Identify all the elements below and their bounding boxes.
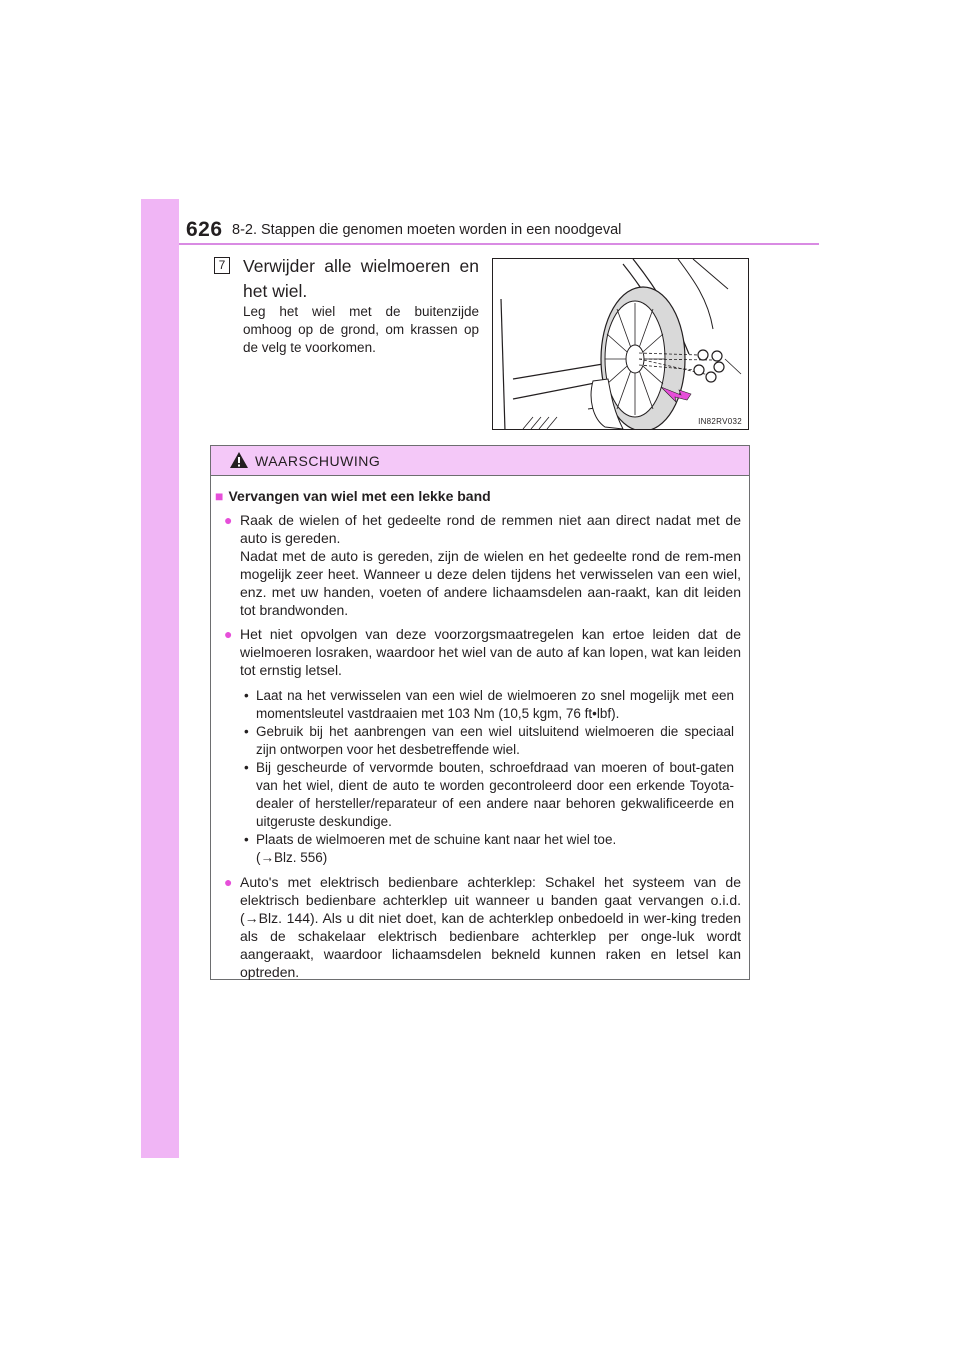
sub-item (240, 759, 741, 831)
warning-content (211, 476, 749, 981)
page-reference: (→Blz. 556) (256, 850, 328, 865)
bullet-text: Auto's met elektrisch bedienbare achterklep: Schakel het systeem van de elektrisch bedienbare achterklep uit wanneer u banden gaat vervangen o.i.d. (→Blz. 144). Als u dit niet doet, kan de achterklep onbedoeld in wer-king treden als de schakelaar elektrisch bedienbare achterklep per onge-luk wordt aangeraakt, waardoor lichaamsdelen bekneld kunnen raken en letsel kan optreden. (240, 874, 741, 980)
warning-bullet (215, 873, 741, 981)
warning-title-text: Vervangen van wiel met een lekke band (228, 488, 491, 504)
dot-bullet-icon: • (244, 688, 249, 703)
sub-item-text: Gebruik bij het aanbrengen van een wiel uitsluitend wielmoeren die speciaal zijn ontworpen voor het desbetreffende wiel. (256, 724, 734, 757)
side-tab (141, 199, 179, 1158)
sub-item (240, 831, 741, 867)
warning-title (215, 487, 741, 505)
sub-item (240, 723, 741, 759)
dot-bullet-icon: • (244, 724, 249, 739)
warning-header (211, 446, 749, 476)
illustration-code: IN82RV032 (698, 417, 742, 426)
square-bullet-icon: ■ (215, 488, 224, 504)
warning-label: WAARSCHUWING (255, 453, 381, 469)
bullet-text: Raak de wielen of het gedeelte rond de remmen niet aan direct nadat met de auto is gereden. (240, 512, 741, 546)
step-number-box: 7 (214, 257, 230, 274)
warning-bullet (215, 511, 741, 619)
dot-bullet-icon: • (244, 760, 249, 775)
sub-item-text: Laat na het verwisselen van een wiel de wielmoeren zo snel mogelijk met een momentsleutel vastdraaien met 103 Nm (10,5 kgm, 76 ft•lbf). (256, 688, 734, 721)
circle-bullet-icon: ● (224, 512, 233, 528)
circle-bullet-icon: ● (224, 874, 233, 890)
section-title: 8-2. Stappen die genomen moeten worden in een noodgeval (232, 222, 622, 238)
warning-bullet (215, 625, 741, 679)
sub-item-text: Bij gescheurde of vervormde bouten, schroefdraad van moeren of bout-gaten van het wiel, dient de auto te worden gecontroleerd door een erkende Toyota-dealer of hersteller/reparateur of een andere naar behoren gekwalificeerde en uitgeruste deskundige. (256, 760, 734, 829)
warning-box (210, 445, 750, 980)
bullet-text: Het niet opvolgen van deze voorzorgsmaatregelen kan ertoe leiden dat de wielmoeren losraken, waardoor het wiel van de auto af kan lopen, wat kan leiden tot ernstig letsel. (240, 626, 741, 678)
dot-bullet-icon: • (244, 832, 249, 847)
header-rule (179, 243, 819, 245)
wheel-drawing (493, 259, 749, 430)
page-number: 626 (186, 218, 223, 241)
circle-bullet-icon: ● (224, 626, 233, 642)
step-body: Leg het wiel met de buitenzijde omhoog op de grond, om krassen op de velg te voorkomen. (243, 304, 479, 355)
bullet-text: Nadat met de auto is gereden, zijn de wielen en het gedeelte rond de rem-men mogelijk zeer heet. Wanneer u deze delen tijdens het verwisselen van een wiel, enz. met uw handen, voeten of andere lichaamsdelen aan-raakt, kan dit leiden tot brandwonden. (240, 548, 741, 618)
sub-list (240, 687, 741, 867)
wheel-removal-illustration (492, 258, 749, 430)
warning-triangle-icon (229, 451, 249, 469)
sub-item-text: Plaats de wielmoeren met de schuine kant naar het wiel toe. (256, 832, 617, 847)
step-title: Verwijder alle wielmoeren en het wiel. (243, 256, 479, 301)
sub-item (240, 687, 741, 723)
